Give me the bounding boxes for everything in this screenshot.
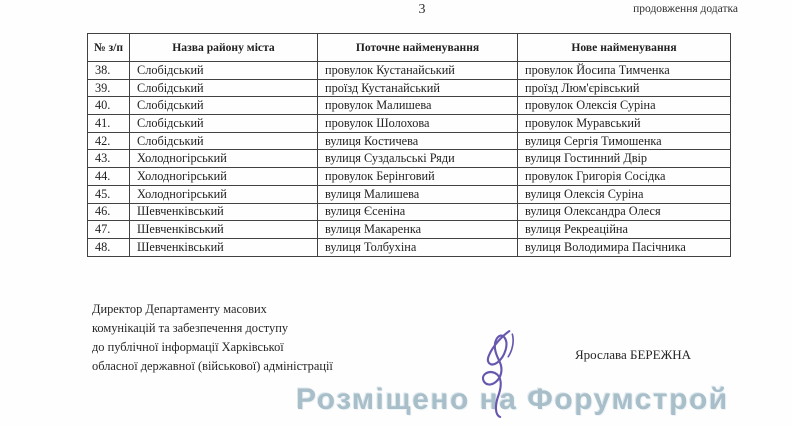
current-name-cell: провулок Берінговий (318, 168, 518, 186)
signature-stroke (483, 331, 509, 417)
district-cell: Слобідський (130, 115, 318, 133)
continuation-note: продовження додатка (633, 3, 738, 15)
current-name-cell: вулиця Єсеніна (318, 203, 518, 221)
official-title-line: комунікацій та забезпечення доступу (92, 321, 289, 335)
current-name-cell: вулиця Толбухіна (318, 238, 518, 256)
district-cell: Холодногірський (130, 168, 318, 186)
current-name-cell: вулиця Суздальські Ряди (318, 150, 518, 168)
district-cell: Шевченківський (130, 203, 318, 221)
table-row (88, 221, 731, 239)
new-name-cell: провулок Григорія Сосідка (518, 168, 731, 186)
row-number-cell: 42. (88, 132, 130, 150)
row-number-cell: 39. (88, 79, 130, 97)
district-cell: Слобідський (130, 62, 318, 80)
row-number-cell: 47. (88, 221, 130, 239)
table-row (88, 238, 731, 256)
table-row (88, 168, 731, 186)
table-row (88, 115, 731, 133)
handwritten-signature-icon (470, 326, 522, 420)
district-cell: Холодногірський (130, 150, 318, 168)
official-title-line: до публічної інформації Харківської (92, 340, 284, 354)
page-number: 3 (418, 2, 426, 17)
new-name-cell: вулиця Рекреаційна (518, 221, 731, 239)
row-number-cell: 48. (88, 238, 130, 256)
row-number-cell: 41. (88, 115, 130, 133)
street-rename-table (87, 33, 731, 257)
current-name-cell: провулок Шолохова (318, 115, 518, 133)
forum-watermark: Розміщено на Форумстрой (296, 383, 729, 416)
signatory-name: Ярослава БЕРЕЖНА (575, 347, 692, 362)
header-current-name: Поточне найменування (318, 34, 518, 62)
current-name-cell: вулиця Малишева (318, 185, 518, 203)
table-row (88, 150, 731, 168)
header-row (88, 34, 731, 62)
table-row (88, 62, 731, 80)
table-row (88, 185, 731, 203)
current-name-cell: проїзд Кустанайський (318, 79, 518, 97)
table-row (88, 97, 731, 115)
official-title-line: обласної державної (військової) адміністрації (92, 359, 333, 373)
new-name-cell: провулок Олексія Суріна (518, 97, 731, 115)
new-name-cell: провулок Муравський (518, 115, 731, 133)
rename-table-body (88, 62, 731, 257)
header-district: Назва району міста (130, 34, 318, 62)
district-cell: Слобідський (130, 97, 318, 115)
official-title-line: Директор Департаменту масових (92, 302, 267, 316)
new-name-cell: вулиця Гостинний Двір (518, 150, 731, 168)
table-row (88, 132, 731, 150)
new-name-cell: вулиця Олександра Олеся (518, 203, 731, 221)
new-name-cell: вулиця Володимира Пасічника (518, 238, 731, 256)
new-name-cell: проїзд Люм'єрівський (518, 79, 731, 97)
header-row-number: № з/п (88, 34, 130, 62)
current-name-cell: провулок Малишева (318, 97, 518, 115)
district-cell: Шевченківський (130, 221, 318, 239)
row-number-cell: 43. (88, 150, 130, 168)
current-name-cell: вулиця Костичева (318, 132, 518, 150)
table-row (88, 79, 731, 97)
current-name-cell: вулиця Макаренка (318, 221, 518, 239)
new-name-cell: вулиця Олексія Суріна (518, 185, 731, 203)
table-row (88, 203, 731, 221)
new-name-cell: провулок Йосипа Тимченка (518, 62, 731, 80)
row-number-cell: 40. (88, 97, 130, 115)
signature-flourish (508, 334, 513, 356)
district-cell: Слобідський (130, 79, 318, 97)
table-header (88, 34, 731, 62)
current-name-cell: провулок Кустанайський (318, 62, 518, 80)
row-number-cell: 38. (88, 62, 130, 80)
district-cell: Шевченківський (130, 238, 318, 256)
header-new-name: Нове найменування (518, 34, 731, 62)
new-name-cell: вулиця Сергія Тимошенка (518, 132, 731, 150)
row-number-cell: 44. (88, 168, 130, 186)
row-number-cell: 46. (88, 203, 130, 221)
row-number-cell: 45. (88, 185, 130, 203)
district-cell: Слобідський (130, 132, 318, 150)
district-cell: Холодногірський (130, 185, 318, 203)
official-title-block (92, 300, 362, 376)
